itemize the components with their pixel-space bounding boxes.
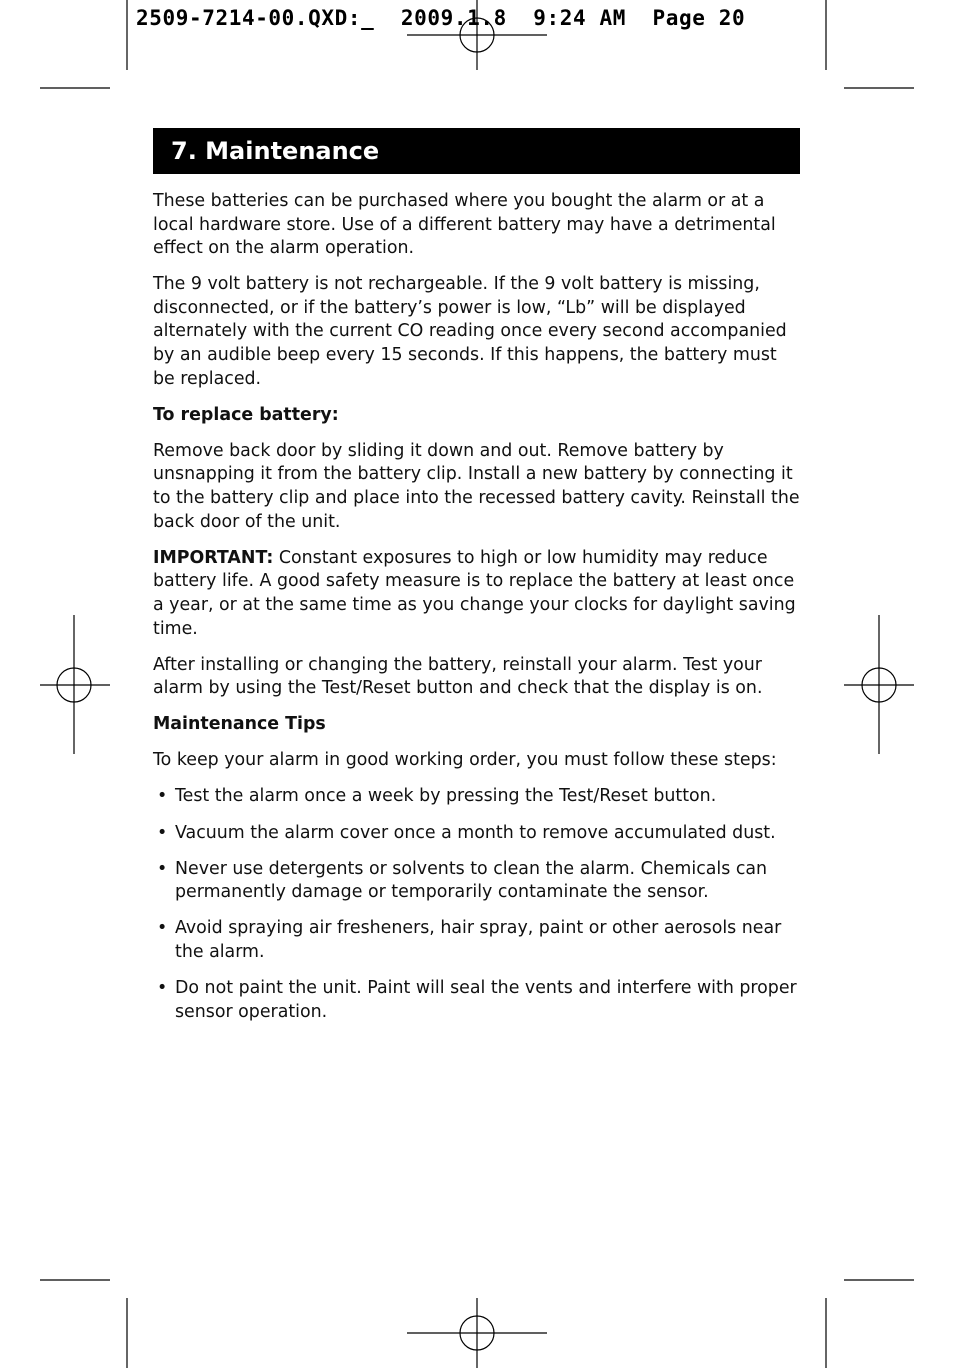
paragraph-batteries-purchase: These batteries can be purchased where you bought the alarm or at a local hardware store. Use of a different battery may have a detrimental effect on the alarm operation. <box>153 191 776 259</box>
replace-battery-heading: To replace battery: <box>153 404 339 425</box>
maintenance-tips-list <box>153 785 803 1024</box>
paragraph-after-installing: After installing or changing the battery, reinstall your alarm. Test your alarm by using the Test/Reset button and check that the display is on. <box>153 654 763 699</box>
list-item-text: Do not paint the unit. Paint will seal the vents and interfere with proper sensor operation. <box>175 978 797 1022</box>
registration-target-bottom <box>407 1298 547 1368</box>
registration-target-left <box>40 615 110 754</box>
maintenance-tips-heading: Maintenance Tips <box>153 714 326 735</box>
bullet-point: • <box>157 858 168 879</box>
list-item-text: Avoid spraying air fresheners, hair spray, paint or other aerosols near the alarm. <box>175 918 782 962</box>
paragraph-keep-working: To keep your alarm in good working order, you must follow these steps: <box>153 750 777 771</box>
paragraph-battery-low: The 9 volt battery is not rechargeable. If the 9 volt battery is missing, disconnected, or if the battery’s power is low, “Lb” will be displayed alternately with the current CO reading once every second accompanied by an audible beep every 15 seconds. If this happens, the battery must be replaced. <box>153 274 787 389</box>
bullet-point: • <box>157 918 168 939</box>
registration-target-right <box>844 615 914 754</box>
list-item-text: Vacuum the alarm cover once a month to remove accumulated dust. <box>175 822 776 843</box>
paragraph-replace-steps: Remove back door by sliding it down and out. Remove battery by unsnapping it from the battery clip. Install a new battery by connecting it to the battery clip and place into the recessed battery cavity. Reinstall the back door of the unit. <box>153 440 800 532</box>
bullet-point: • <box>157 978 168 999</box>
paragraph-important <box>153 547 803 641</box>
print-slug: 2509-7214-00.QXD:_ 2009.1.8 9:24 AM Page 20 <box>136 6 746 30</box>
bullet-point: • <box>157 786 168 807</box>
section-title: 7. Maintenance <box>153 128 800 174</box>
page-body <box>153 190 803 1037</box>
list-item <box>153 917 803 964</box>
list-item <box>153 858 803 905</box>
bullet-point: • <box>157 822 168 843</box>
list-item-text: Test the alarm once a week by pressing the Test/Reset button. <box>175 786 717 807</box>
list-item <box>153 977 803 1024</box>
list-item <box>153 822 803 846</box>
important-text: Constant exposures to high or low humidity may reduce battery life. A good safety measure is to replace the battery at least once a year, or at the same time as you change your clocks for daylight saving time. <box>153 547 796 639</box>
list-item <box>153 785 803 809</box>
important-label: IMPORTANT: <box>153 547 274 568</box>
list-item-text: Never use detergents or solvents to clean the alarm. Chemicals can permanently damage or temporarily contaminate the sensor. <box>175 858 768 903</box>
